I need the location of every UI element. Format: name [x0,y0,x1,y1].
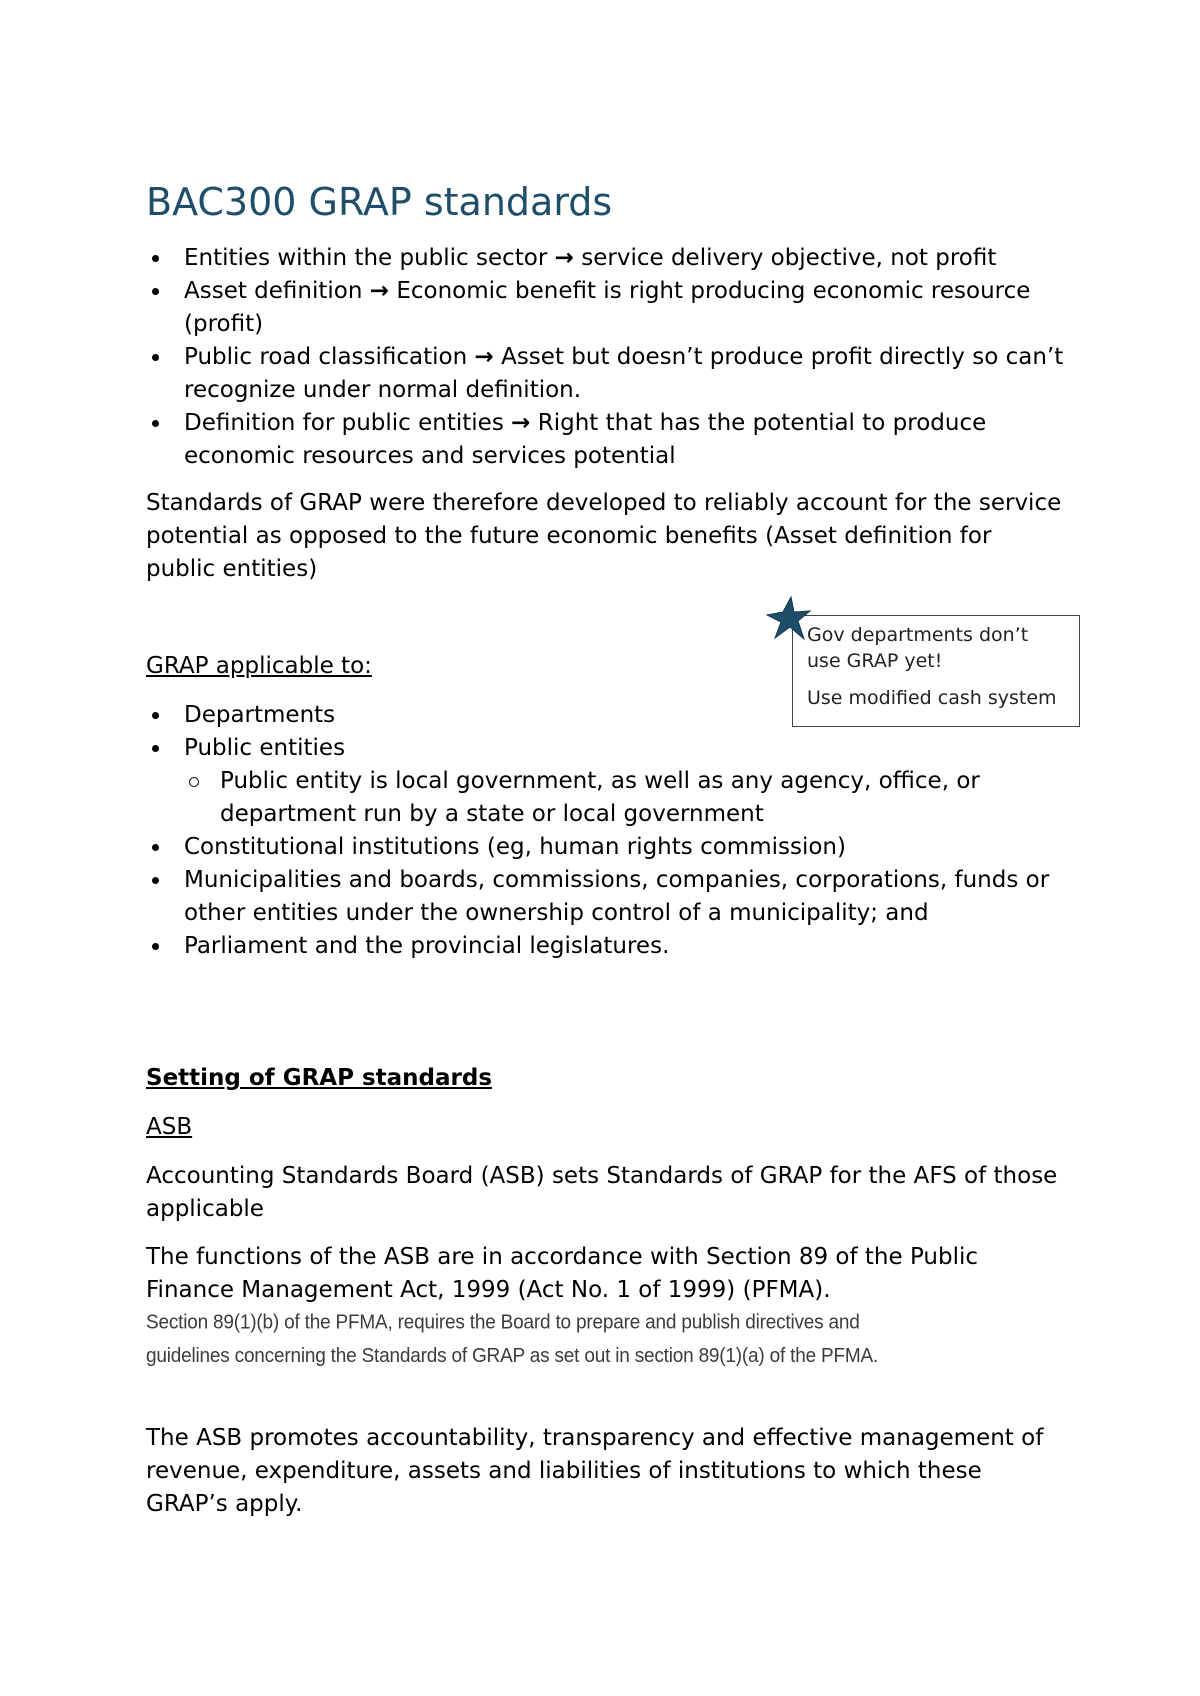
arrow-icon: → [369,278,390,304]
list-item-label: Public entities [184,735,346,761]
applicable-heading-text: GRAP applicable to: [146,653,372,679]
intro-bullet-list [146,242,1066,473]
list-item-constitutional: Constitutional institutions (eg, human rights commission) [146,831,1066,864]
pfma-excerpt-image-text: Section 89(1)(b) of the PFMA, requires the Board to prepare and publish directives and guidelines concerning the Standards of GRAP as set out in section 89(1)(a) of the PFMA. [146,1311,879,1368]
list-item [146,275,1066,341]
note-line: Gov departments don’t use GRAP yet! [807,624,1029,672]
list-item [146,407,1066,473]
bullet-text: Public road classification [184,344,475,370]
bullet-text: Definition for public entities [184,410,512,436]
list-item-departments: Departments [146,699,1066,732]
comment-note-box [792,615,1080,727]
document-title: BAC300 GRAP standards [146,180,613,224]
bullet-text: Economic benefit is right producing economic resource (profit) [184,278,1031,337]
note-line: Use modified cash system [807,687,1057,709]
sub-list-item: Public entity is local government, as well as any agency, office, or department run by a state or local government [184,765,1066,831]
star-icon [763,595,813,645]
standards-paragraph: Standards of GRAP were therefore developed to reliably account for the service potential as opposed to the future economic benefits (Asset definition for public entities) [146,490,1062,582]
bullet-text: Entities within the public sector [184,245,555,271]
arrow-icon: → [474,344,494,370]
bullet-text: Asset definition [184,278,370,304]
bullet-text: Right that has the potential to produce economic resources and services potential [184,410,987,469]
setting-heading [146,1062,1066,1095]
applicable-list [146,699,1066,963]
list-item-municipalities: Municipalities and boards, commissions, companies, corporations, funds or other entities under the ownership control of a municipality; and [146,864,1066,930]
asb-heading [146,1111,1066,1144]
asb-heading-text: ASB [146,1114,193,1140]
list-item-public-entities [146,732,1066,831]
asb-paragraph: Accounting Standards Board (ASB) sets Standards of GRAP for the AFS of those applicable [146,1163,1058,1222]
list-item-parliament: Parliament and the provincial legislatures. [146,930,1066,963]
bullet-text: service delivery objective, not profit [573,245,997,271]
arrow-icon: → [511,410,531,436]
list-item [146,242,1066,275]
arrow-icon: → [554,245,574,271]
list-item [146,341,1066,407]
promotes-paragraph: The ASB promotes accountability, transparency and effective management of revenue, expenditure, assets and liabilities of institutions to which these GRAP’s apply. [146,1425,1044,1517]
bullet-text: Asset but doesn’t produce profit directly so can’t recognize under normal definition. [184,344,1064,403]
setting-heading-text: Setting of GRAP standards [146,1065,493,1091]
functions-paragraph: The functions of the ASB are in accordance with Section 89 of the Public Finance Management Act, 1999 (Act No. 1 of 1999) (PFMA). [146,1244,979,1303]
public-entities-sub-list [184,765,1066,831]
